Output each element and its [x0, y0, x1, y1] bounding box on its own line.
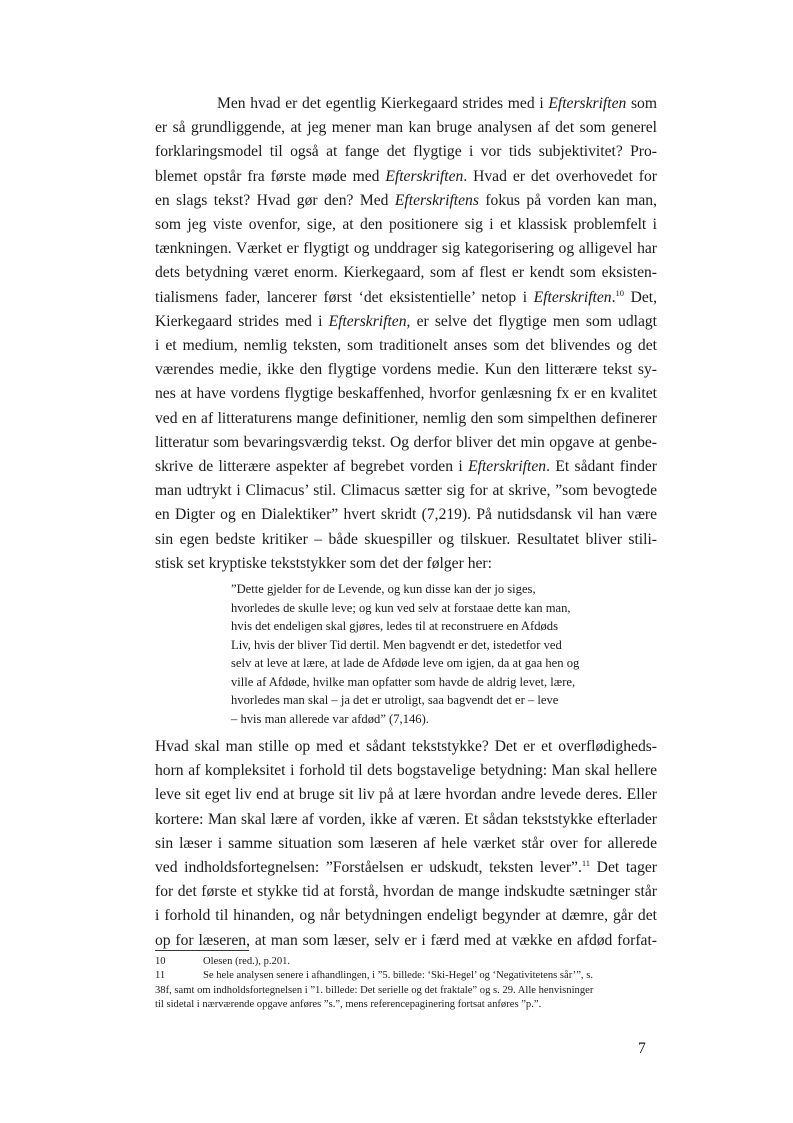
page-number: 7 — [638, 1040, 646, 1057]
text-run: i et medium, nemlig teksten, som traditionelt anses som det blivendes og det — [155, 337, 657, 355]
italic-title: Efterskriftens — [394, 191, 479, 209]
text-line — [155, 407, 657, 431]
text-run: forklaringsmodel til også at fange det flygtige i vor tids subjektivitet? Pro- — [155, 143, 657, 161]
text-line — [155, 783, 657, 807]
text-line — [155, 92, 657, 116]
text-line — [155, 455, 657, 479]
text-line — [155, 165, 657, 189]
block-quote — [231, 580, 651, 728]
text-run: Hvad skal man stille op med et sådant tekststykke? Det er et overflødigheds- — [155, 738, 657, 755]
quote-line: Liv, hvis der bliver Tid dertil. Men bagvendt er det, istedetfor ved — [231, 637, 562, 652]
text-line — [155, 552, 657, 576]
text-run: kortere: Man skal lære af vorden, ikke af væren. Et sådan tekststykke efterlader — [155, 810, 657, 828]
text-line — [155, 832, 657, 856]
quote-line: hvorledes man skal – ja det er utroligt, saa bagvendt det er – leve — [231, 693, 559, 707]
text-line — [155, 237, 657, 261]
text-line — [155, 503, 657, 527]
text-run: skrive de litterære aspekter af begrebet vorden i — [155, 458, 469, 476]
quote-line: hvis det endeligen skal gjøres, ledes til at reconstruere en Afdøds — [231, 619, 558, 633]
quote-line: selv at leve at lære, at lade de Afdøde leve om igjen, da at gaa hen og — [231, 656, 580, 670]
text-line — [155, 140, 657, 164]
text-run: horn af kompleksitet i forhold til dets bogstavelige betydning: Man skal hellere — [155, 762, 657, 780]
text-run: sin læser i samme situation som læseren af hele værket står over for allerede — [155, 834, 657, 852]
footnote-text: Olesen (red.), p.201. — [203, 956, 291, 967]
text-run: leve sit eget liv end at bruge sit liv på at lære hvordan andre levede deres. Eller — [155, 786, 657, 804]
text-line — [155, 116, 657, 140]
text-run: som — [626, 95, 657, 112]
italic-title: Efterskriften — [468, 458, 547, 476]
text-run: nes at have vordens flygtige beskaffenhed, hvorfor genlæsning fx er en kvalitet — [155, 385, 657, 403]
text-run: Det tager — [590, 859, 657, 877]
text-run: Det, — [624, 288, 658, 306]
footnote-ref: 11 — [581, 858, 591, 869]
text-line — [155, 735, 657, 759]
quote-line: ville af Afdøde, hvilke man opfatter som havde de aldrig levet, lære, — [231, 674, 576, 689]
footnote-line — [155, 969, 657, 983]
body-paragraph-1 — [155, 92, 657, 576]
text-line — [155, 382, 657, 406]
text-line — [155, 759, 657, 783]
text-run: som jeg viste ovenfor, sige, at den positionere sig i et klassisk problemfelt i — [155, 216, 657, 234]
text-line — [155, 261, 657, 285]
italic-title: Efterskriften — [328, 312, 407, 330]
quote-line: – hvis man allerede var afdød” (7,146). — [231, 711, 429, 726]
text-run: . — [611, 288, 616, 306]
footnotes — [155, 955, 657, 1013]
footnote-text: 38f, samt om indholdsfortegnelsen i ”1. billede: Det serielle og det fraktale” og s. 29. Alle henvisninger — [155, 984, 594, 996]
text-run: en Digter og en Dialektiker” hvert skridt (7,219). På nutidsdansk vil han være — [155, 506, 657, 524]
text-line — [155, 286, 657, 310]
body-paragraph-2 — [155, 735, 657, 953]
text-run: blemet opstår fra første møde med — [155, 167, 386, 185]
text-run: Kierkegaard strides med i — [155, 312, 329, 330]
quote-line: hvorledes de skulle leve; og kun ved selv at forstaae dette kan man, — [231, 600, 571, 615]
text-run: for det første et stykke tid at forstå, hvordan de mange indskudte sætninger står — [155, 883, 657, 901]
text-run: . Hvad er det overhovedet for — [463, 167, 657, 185]
text-line — [155, 808, 657, 832]
footnote-line — [155, 955, 657, 969]
text-run: . Et sådant finder — [546, 458, 657, 476]
text-run: op for læseren, at man som læser, selv er i færd med at vække en afdød forfat- — [155, 931, 657, 949]
text-line — [155, 904, 657, 928]
italic-title: Efterskriften — [533, 288, 612, 306]
text-run: litteratur som bevaringsværdig tekst. Og derfor bliver det min opgave at genbe- — [155, 433, 657, 451]
text-run: stisk set kryptiske tekststykker som det der følger her: — [155, 554, 492, 572]
text-line — [155, 189, 657, 213]
footnote-number: 11 — [155, 970, 166, 982]
text-run: ved indholdsfortegnelsen: ”Forståelsen er udskudt, teksten lever”. — [155, 859, 582, 877]
text-run: tænkningen. Værket er flygtigt og unddrager sig kategorisering og alligevel har — [155, 240, 657, 258]
text-line — [155, 310, 657, 334]
text-run: fokus på vorden kan man, — [478, 191, 657, 209]
italic-title: Efterskriften — [548, 95, 627, 112]
text-run: man udtrykt i Climacus’ stil. Climacus sætter sig for at skrive, ”som bevogtede — [155, 482, 657, 500]
footnote-line — [155, 998, 657, 1012]
quote-line: ”Dette gjelder for de Levende, og kun disse kan der jo siges, — [231, 582, 536, 596]
text-run: Men hvad er det egentlig Kierkegaard strides med i — [217, 95, 549, 112]
italic-title: Efterskriften — [385, 167, 464, 185]
text-run: en slags tekst? Hvad gør den? Med — [155, 191, 395, 209]
text-run: ved en af litteraturens mange definitioner, nemlig den som simpelthen definerer — [155, 409, 657, 427]
text-line — [155, 358, 657, 382]
footnote-text: Se hele analysen senere i afhandlingen, i ”5. billede: ‘Ski-Hegel’ og ‘Negativitetens sår’”, s. — [203, 970, 593, 982]
text-run: værendes medie, ikke den flygtige vordens medie. Kun den litterære tekst sy- — [155, 361, 657, 379]
text-run: , er selve det flygtige men som udlagt — [406, 312, 658, 330]
text-run: sin egen bedste kritiker – både skuespiller og tilskuer. Resultatet bliver stili- — [155, 530, 657, 548]
text-run: er så grundliggende, at jeg mener man kan bruge analysen af det som generel — [155, 119, 657, 137]
text-line — [155, 528, 657, 552]
text-line — [155, 213, 657, 237]
footnote-number: 10 — [155, 956, 166, 967]
footnote-line — [155, 984, 657, 998]
footnote-separator — [155, 950, 249, 951]
text-run: tialismens fader, lancerer først ‘det eksistentielle’ netop i — [155, 288, 534, 306]
text-run: i forhold til hinanden, og når betydningen endeligt begynder at dæmre, går det — [155, 907, 657, 925]
text-line — [155, 431, 657, 455]
text-line — [155, 479, 657, 503]
text-line — [155, 880, 657, 904]
text-line — [155, 856, 657, 880]
footnote-ref: 10 — [615, 287, 625, 298]
text-run: dets betydning været enorm. Kierkegaard, som af flest er kendt som eksisten- — [155, 264, 657, 282]
footnote-text: til sidetal i nærværende opgave anføres ”s.”, mens referencepaginering fortsat anføres ”p.”. — [155, 999, 542, 1011]
text-line — [155, 334, 657, 358]
